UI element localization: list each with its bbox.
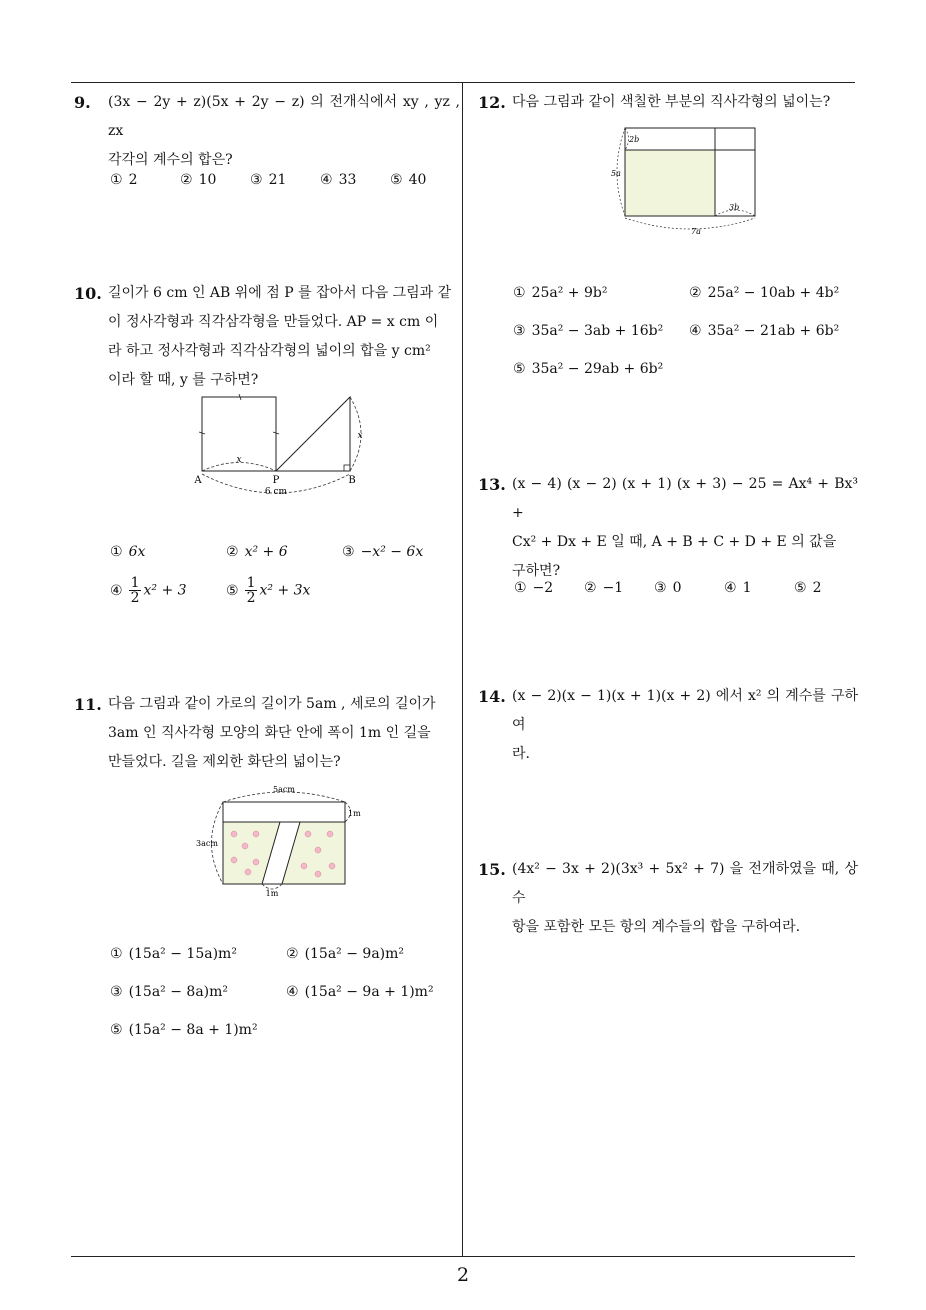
choice-5[interactable]: ⑤ (15a² − 8a + 1)m²: [110, 1022, 258, 1038]
question-text: (3x − 2y + z)(5x + 2y − z) 의 전개식에서 xy , yz , zx 각각의 계수의 합은?: [108, 94, 460, 168]
choice-5[interactable]: ⑤ 2: [794, 580, 822, 596]
shaded-rectangle-figure: [605, 122, 765, 238]
choice-1[interactable]: ① −2: [514, 580, 554, 596]
question-14: [478, 682, 858, 762]
question-12-choices: [513, 285, 858, 385]
top-rule: [71, 82, 855, 83]
label-b: B: [348, 475, 356, 486]
question-15: [478, 855, 858, 935]
choice-2[interactable]: ② 10: [180, 172, 217, 188]
question-text: (x − 2)(x − 1)(x + 1)(x + 2) 에서 x² 의 계수를 구하여 라.: [512, 688, 858, 762]
choice-1[interactable]: ① 6x: [110, 544, 146, 560]
choice-2[interactable]: ② x² + 6: [226, 544, 288, 560]
question-number: 9.: [74, 93, 91, 112]
question-text: (4x² − 3x + 2)(3x³ + 5x² + 7) 을 전개하였을 때, 상수 항을 포함한 모든 항의 계수들의 합을 구하여라.: [512, 861, 858, 935]
choice-list: [514, 574, 858, 598]
question-11-choices: [110, 946, 460, 1046]
page-number: 2: [456, 1264, 470, 1286]
choice-3[interactable]: ③ −x² − 6x: [342, 544, 424, 560]
question-text: 다음 그림과 같이 색칠한 부분의 직사각형의 넓이는?: [512, 94, 831, 110]
column-divider: [462, 83, 463, 1256]
question-number: 14.: [478, 687, 506, 706]
choice-4[interactable]: ④ $\frac{1}{2}$ x² + 3: [110, 575, 187, 606]
question-number: 10.: [74, 284, 102, 303]
label-x-height: x: [357, 431, 363, 441]
question-9: [74, 88, 460, 208]
label-height: 3acm: [196, 839, 218, 848]
choice-3[interactable]: ③ 0: [654, 580, 682, 596]
label-2b: 2b: [629, 135, 640, 144]
choice-4[interactable]: ④ 33: [320, 172, 357, 188]
question-12: [478, 88, 858, 120]
question-number: 11.: [74, 695, 102, 714]
shaded-area: [625, 150, 715, 216]
choice-5[interactable]: ⑤ $\frac{1}{2}$ x² + 3x: [226, 575, 311, 606]
choice-4[interactable]: ④ 1: [724, 580, 752, 596]
choice-2[interactable]: ② 25a² − 10ab + 4b²: [689, 285, 840, 301]
choice-3[interactable]: ③ (15a² − 8a)m²: [110, 984, 229, 1000]
choice-1[interactable]: ① 2: [110, 172, 138, 188]
choice-1[interactable]: ① 25a² + 9b²: [513, 285, 608, 301]
label-7a: 7a: [691, 227, 701, 236]
question-number: 13.: [478, 475, 506, 494]
question-number: 15.: [478, 860, 506, 879]
label-path-bottom: 1m: [265, 889, 279, 898]
label-5a: 5a: [611, 169, 621, 178]
question-number: 12.: [478, 93, 506, 112]
choice-3[interactable]: ③ 21: [250, 172, 287, 188]
label-3b: 3b: [729, 203, 740, 212]
choice-2[interactable]: ② (15a² − 9a)m²: [286, 946, 405, 962]
question-text: 다음 그림과 같이 가로의 길이가 5am , 세로의 길이가 3am 인 직사각형 모양의 화단 안에 폭이 1m 인 길을 만들었다. 길을 제외한 화단의 넓이는?: [108, 696, 436, 770]
choice-5[interactable]: ⑤ 40: [390, 172, 427, 188]
label-width: 5acm: [273, 785, 295, 794]
choice-1[interactable]: ① (15a² − 15a)m²: [110, 946, 237, 962]
label-length: 6 cm: [264, 487, 288, 497]
bottom-rule: [71, 1256, 855, 1257]
question-13: [478, 470, 858, 610]
choice-4[interactable]: ④ 35a² − 21ab + 6b²: [689, 323, 840, 339]
question-text: 길이가 6 cm 인 AB 위에 점 P 를 잡아서 다음 그림과 같 이 정사각형과 직각삼각형을 만들었다. AP = x cm 이 라 하고 정사각형과 직각삼각형의 넓이의 합을 y cm² 이라 할 때, y 를 구하면?: [108, 285, 452, 388]
choice-4[interactable]: ④ (15a² − 9a + 1)m²: [286, 984, 434, 1000]
choice-2[interactable]: ② −1: [584, 580, 624, 596]
flowerbed-figure: [190, 780, 380, 900]
choice-3[interactable]: ③ 35a² − 3ab + 16b²: [513, 323, 664, 339]
question-11: [74, 690, 460, 780]
square-triangle-figure: [190, 390, 380, 500]
question-text: (x − 4) (x − 2) (x + 1) (x + 3) − 25 = Ax⁴ + Bx³ + Cx² + Dx + E 일 때, A + B + C + D + E 의 값을 구하면?: [512, 476, 858, 579]
label-a: A: [194, 475, 202, 486]
question-10-choices: [110, 544, 460, 614]
label-path-top: 1m: [348, 809, 361, 818]
label-p: P: [272, 475, 280, 486]
label-x-ap: x: [236, 455, 242, 465]
choice-list: [110, 166, 460, 190]
choice-5[interactable]: ⑤ 35a² − 29ab + 6b²: [513, 361, 664, 377]
